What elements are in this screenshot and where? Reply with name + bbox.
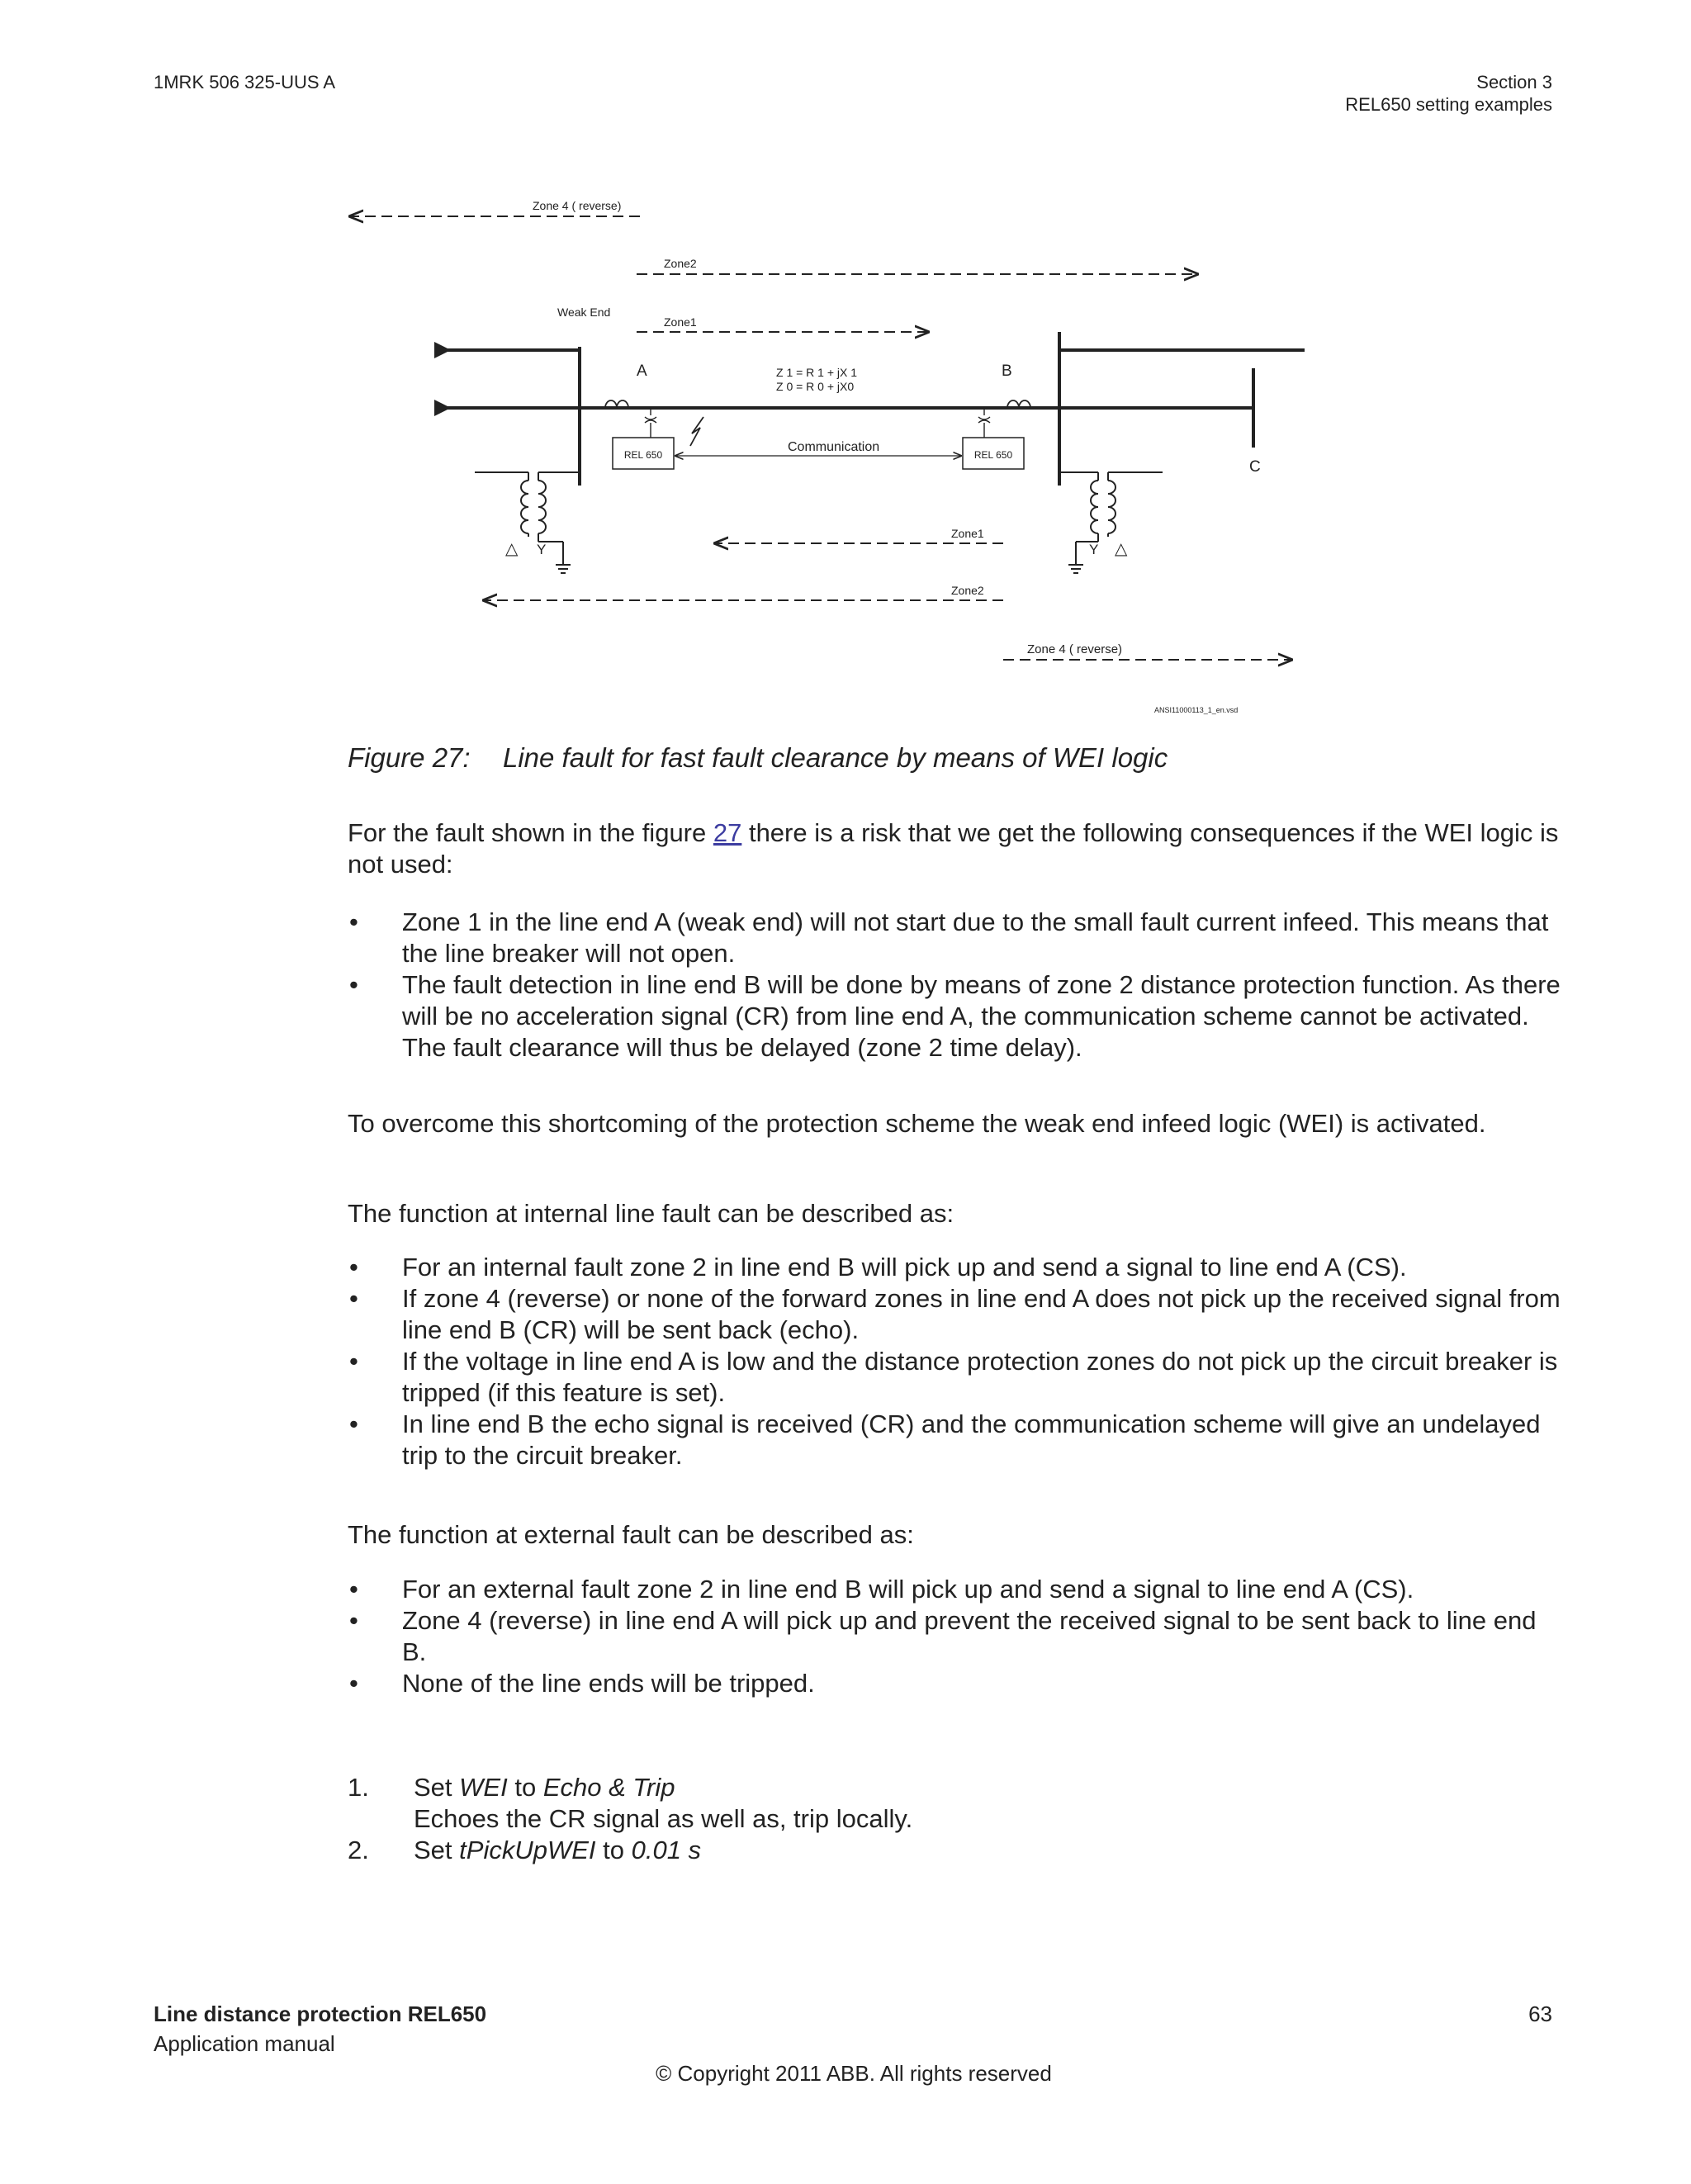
list-item: • None of the line ends will be tripped. <box>348 1668 1561 1699</box>
section-title: REL650 setting examples <box>1345 94 1552 115</box>
list-item: • If the voltage in line end A is low and the distance protection zones do not pick up the circuit breaker is tripped (if this feature is set). <box>348 1346 1561 1409</box>
internal-fault-list <box>348 1252 1561 1471</box>
list-item: • If zone 4 (reverse) or none of the forward zones in line end A does not pick up the received signal from line end B (CR) will be sent back (echo). <box>348 1283 1561 1346</box>
fault-lightning-icon <box>690 417 703 446</box>
page-number: 63 <box>1528 2002 1552 2026</box>
intro-paragraph: For the fault shown in the figure 27 there is a risk that we get the following consequences if the WEI logic is not used: <box>348 818 1559 879</box>
external-fault-heading: The function at external fault can be described as: <box>348 1520 914 1549</box>
bus-b-label: B <box>1002 362 1012 380</box>
setting-value: 0.01 s <box>631 1836 702 1864</box>
figure-27-link[interactable]: 27 <box>713 818 742 847</box>
list-item: • The fault detection in line end B will be done by means of zone 2 distance protection function. As there will be no acceleration signal (CR) from line end A, the communication scheme cannot be activated. The fault clearance will thus be delayed (zone 2 time delay). <box>348 969 1561 1064</box>
zone2-top-label: Zone2 <box>664 257 697 270</box>
external-fault-list <box>348 1574 1561 1699</box>
setting-steps <box>348 1772 1561 1866</box>
section-number: Section 3 <box>1476 72 1552 92</box>
list-item: • In line end B the echo signal is received (CR) and the communication scheme will give an undelayed trip to the circuit breaker. <box>348 1409 1561 1471</box>
footer-subtitle: Application manual <box>154 2031 335 2056</box>
setting-param: WEI <box>459 1773 508 1802</box>
step-item: 1. Set WEI to Echo & Trip Echoes the CR signal as well as, trip locally. <box>348 1772 1561 1835</box>
vt-right-icon <box>978 408 990 438</box>
document-id: 1MRK 506 325-UUS A <box>154 72 336 92</box>
figure-caption-number: Figure 27: <box>348 742 471 773</box>
zone2-bottom-label: Zone2 <box>951 584 984 597</box>
list-item: • For an internal fault zone 2 in line end B will pick up and send a signal to line end A (CS). <box>348 1252 1561 1283</box>
relay-right-label: REL 650 <box>973 449 1013 461</box>
weak-end-label: Weak End <box>557 306 611 319</box>
figure-caption <box>348 742 1168 774</box>
zone4-reverse-bottom-label: Zone 4 ( reverse) <box>1027 642 1123 656</box>
transformer-left-icon <box>475 472 580 573</box>
setting-param: tPickUpWEI <box>459 1836 596 1864</box>
wei-line-fault-diagram <box>330 188 1305 733</box>
transformer-left-delta: △ <box>505 540 519 558</box>
relay-left-label: REL 650 <box>623 449 663 461</box>
step-item: 2. Set tPickUpWEI to 0.01 s <box>348 1836 702 1864</box>
transformer-right-delta: △ <box>1115 540 1128 558</box>
overcome-paragraph: To overcome this shortcoming of the protection scheme the weak end infeed logic (WEI) is activated. <box>348 1109 1486 1138</box>
vt-left-icon <box>645 408 656 438</box>
section-header <box>1345 71 1552 116</box>
copyright: © Copyright 2011 ABB. All rights reserved <box>656 2061 1052 2086</box>
figure-caption-text: Line fault for fast fault clearance by means of WEI logic <box>503 742 1168 773</box>
setting-value: Echo & Trip <box>542 1773 675 1802</box>
list-item: • Zone 1 in the line end A (weak end) will not start due to the small fault current infeed. This means that the line breaker will not open. <box>348 907 1561 969</box>
communication-label: Communication <box>788 440 880 454</box>
bus-c-label: C <box>1249 458 1261 476</box>
list-item: • Zone 4 (reverse) in line end A will pick up and prevent the received signal to be sent back to line end B. <box>348 1605 1561 1668</box>
list-item: • For an external fault zone 2 in line end B will pick up and send a signal to line end A (CS). <box>348 1574 1561 1605</box>
zone1-bottom-label: Zone1 <box>951 527 984 540</box>
step-note: Echoes the CR signal as well as, trip locally. <box>414 1804 913 1833</box>
bus-a-label: A <box>637 362 647 380</box>
internal-fault-heading: The function at internal line fault can be described as: <box>348 1199 954 1228</box>
impedance-z0: Z 0 = R 0 + jX0 <box>776 380 855 393</box>
consequences-list <box>348 907 1561 1064</box>
zone4-reverse-top-label: Zone 4 ( reverse) <box>533 199 622 212</box>
impedance-z1: Z 1 = R 1 + jX 1 <box>776 366 858 379</box>
transformer-right-icon <box>1059 472 1163 573</box>
transformer-left-wye: Y <box>537 542 547 557</box>
footer-title: Line distance protection REL650 <box>154 2002 487 2026</box>
transformer-right-wye: Y <box>1089 542 1099 557</box>
zone1-top-label: Zone1 <box>664 315 697 329</box>
figure-file-id: ANSI11000113_1_en.vsd <box>1154 706 1239 714</box>
